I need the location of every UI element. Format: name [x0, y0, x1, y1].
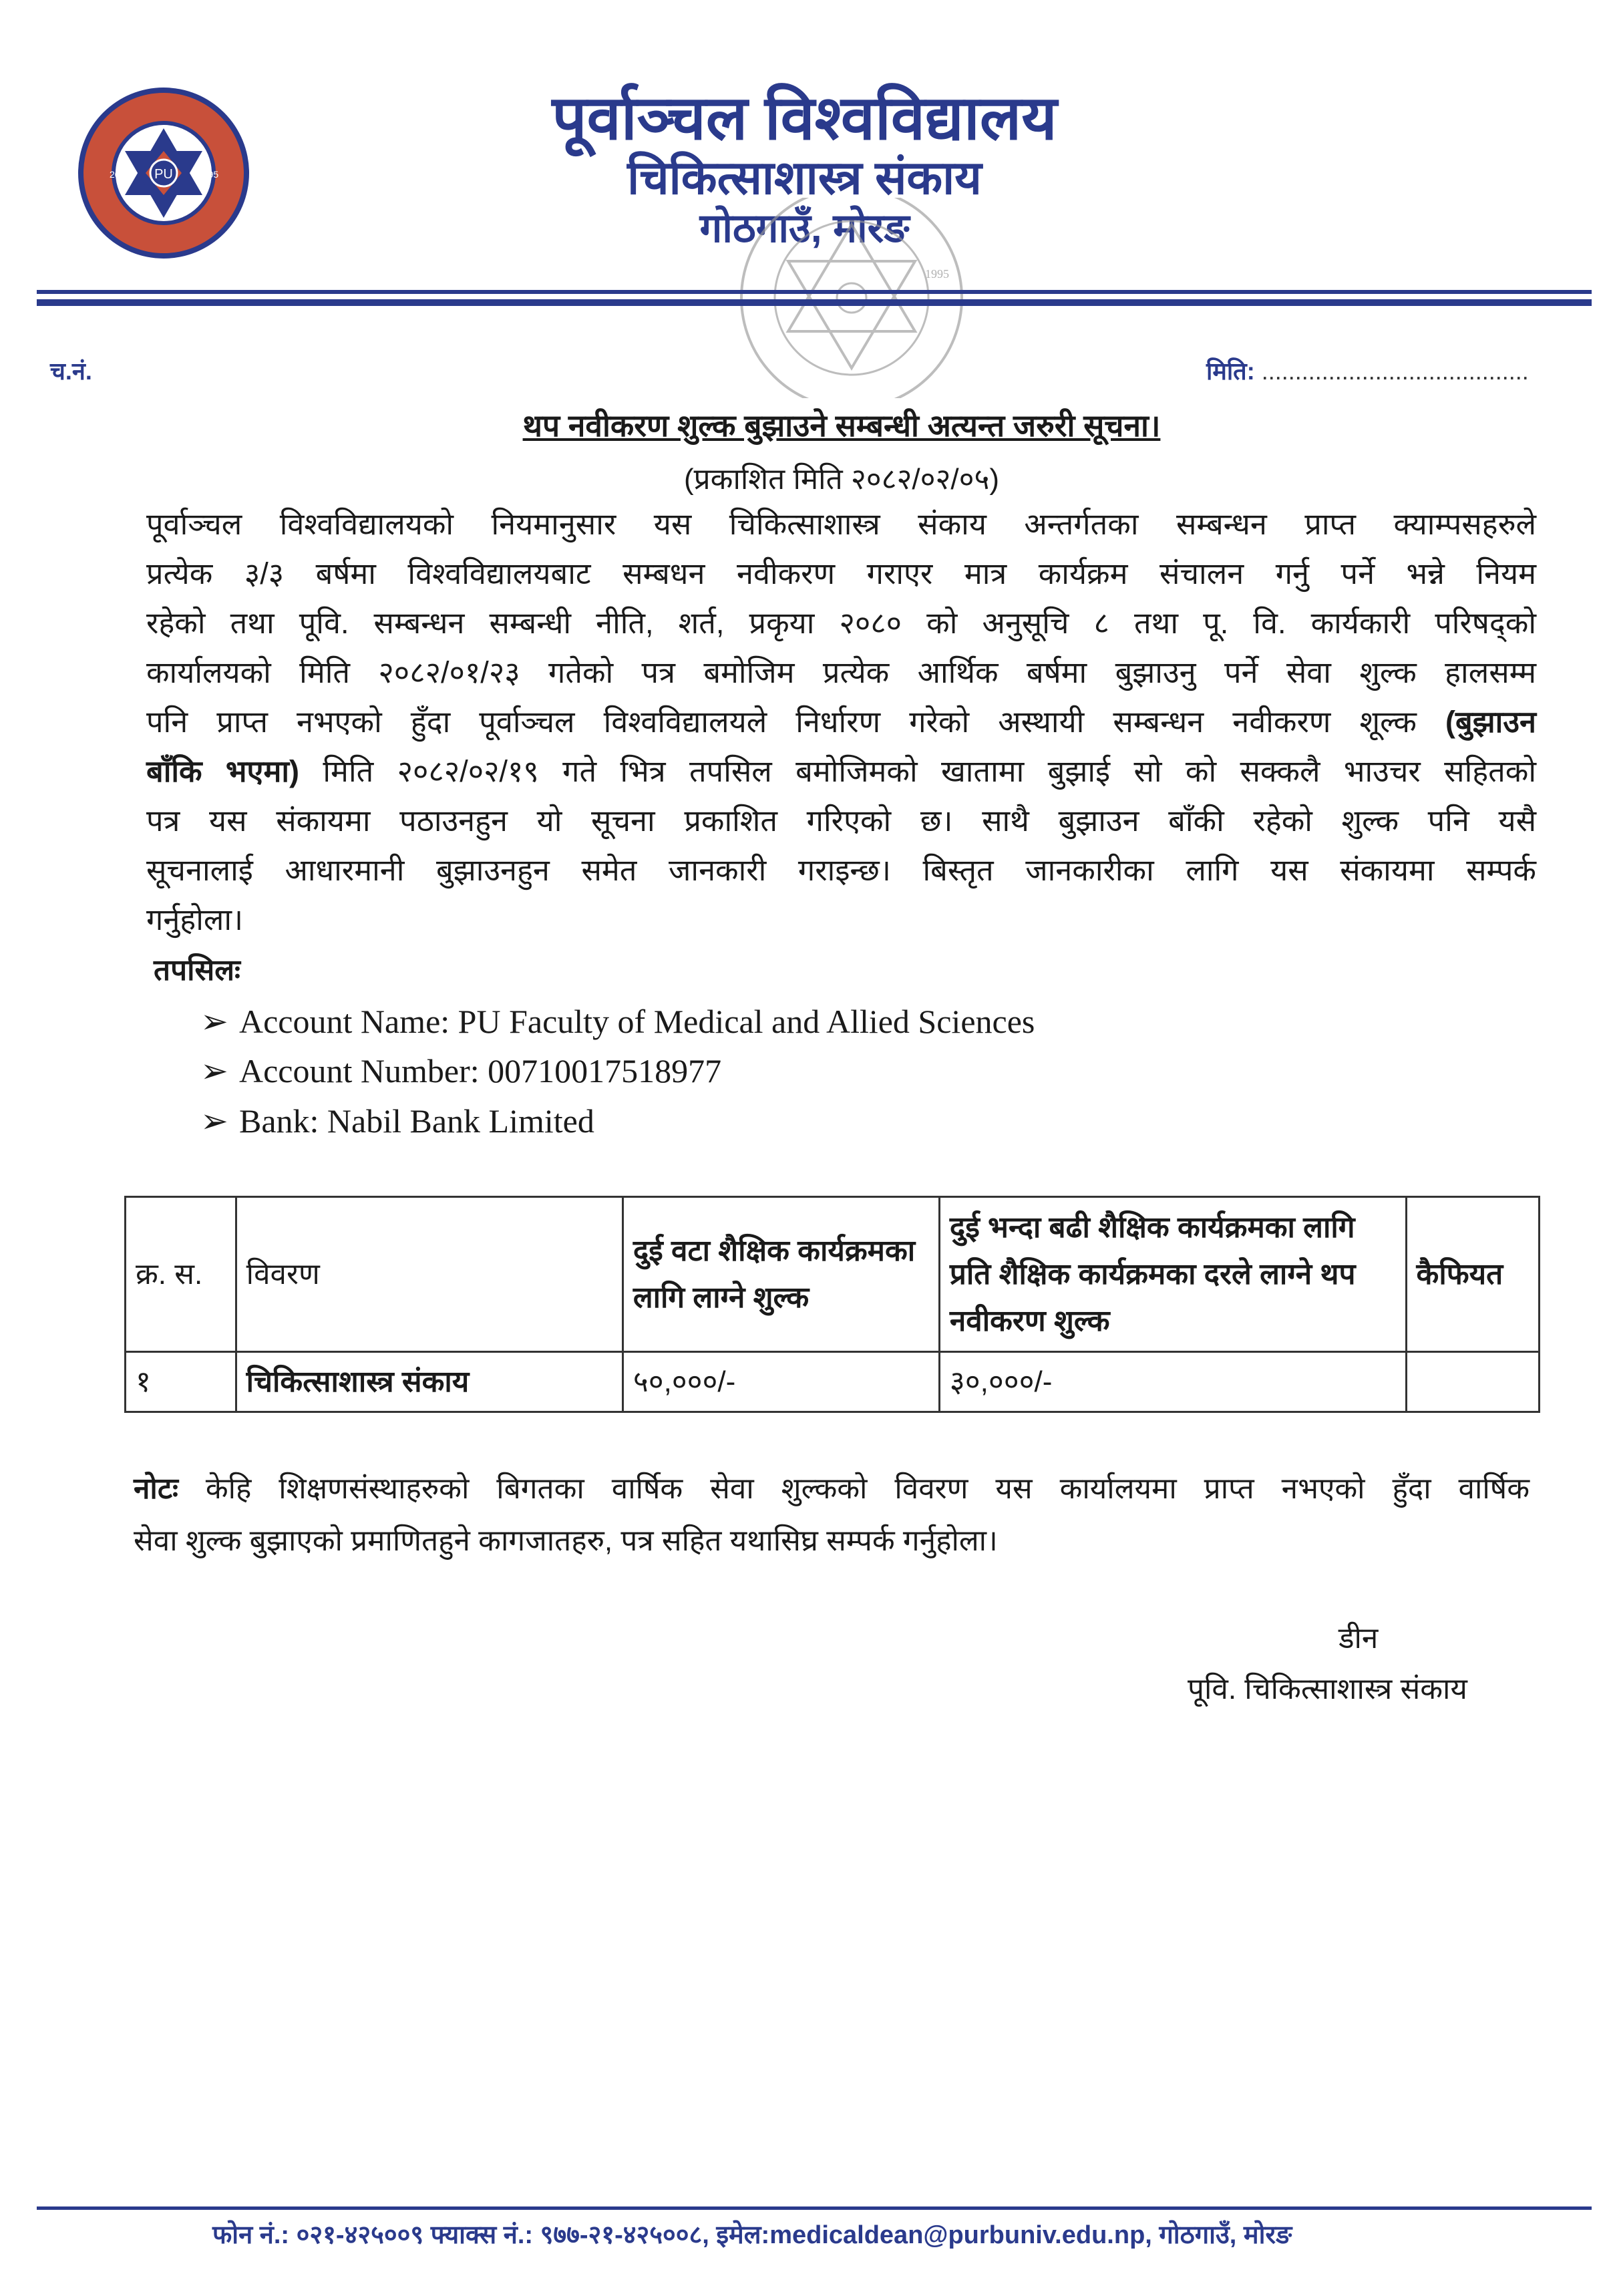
notice-body: [146, 500, 1536, 945]
body-line: पत्र यस संकायमा पठाउनहुन यो सूचना प्रकाशित गरिएको छ। साथै बुझाउन बाँकी रहेको शुल्क पनि यसै: [146, 804, 1536, 838]
signatory-office: पूवि. चिकित्साशास्त्र संकाय: [1188, 1673, 1467, 1705]
arrowhead-icon: ➢: [200, 1102, 228, 1140]
body-line: [146, 747, 1536, 796]
body-text: मिति २०८२/०२/१९ गते भित्र तपसिल बमोजिमको खातामा बुझाई सो को सक्कलै भाउचर सहितको: [323, 754, 1536, 788]
body-line: प्रत्येक ३/३ बर्षमा विश्वविद्यालयबाट सम्बधन नवीकरण गराएर मात्र कार्यक्रम संचालन गर्नु पर्ने भन्ने नियम: [146, 556, 1536, 591]
note: [134, 1463, 1530, 1567]
arrowhead-icon: ➢: [200, 1003, 228, 1040]
body-text: पनि प्राप्त नभएको हुँदा पूर्वाञ्चल विश्वविद्यालयले निर्धारण गरेको अस्थायी सम्बन्धन नवीकरण शूल्क: [146, 705, 1417, 739]
note-label: नोटः: [134, 1472, 178, 1505]
location: गोठगाउँ, मोरङ: [699, 206, 910, 251]
date-value: ........................................: [1261, 357, 1529, 385]
cell-two-program-fee: ५०,०००/-: [622, 1352, 939, 1412]
table-header-row: [126, 1197, 1540, 1352]
footer-contact: फोन नं.: ०२१-४२५००९ फ्याक्स नं.: ९७७-२१-४२५००८, इमेल:medicaldean@purbuniv.edu.np, गोठगाउँ, मोरङ: [212, 2221, 1292, 2249]
cell-serial: १: [126, 1352, 236, 1412]
account-name: Account Name: PU Faculty of Medical and Allied Sciences: [239, 1003, 1035, 1040]
faculty-name: चिकित्साशास्त्र संकाय: [627, 152, 982, 204]
body-line: कार्यालयको मिति २०८२/०१/२३ गतेको पत्र बमोजिम प्रत्येक आर्थिक बर्षमा बुझाउनु पर्ने सेवा शुल्क हालसम्म: [146, 655, 1536, 689]
table-row: [126, 1352, 1540, 1412]
svg-text:2052: 2052: [110, 169, 131, 180]
body-bold-text: बाँकि भएमा): [146, 754, 299, 788]
svg-text:1995: 1995: [198, 169, 219, 180]
header-two-program-fee: दुई वटा शैक्षिक कार्यक्रमका लागि लाग्ने शुल्क: [622, 1197, 939, 1352]
bank-name: Bank: Nabil Bank Limited: [239, 1102, 594, 1140]
body-line: [146, 697, 1536, 747]
bank-item: [200, 1102, 594, 1140]
account-number: Account Number: 00710017518977: [239, 1052, 722, 1090]
cell-description: चिकित्साशास्त्र संकाय: [236, 1352, 622, 1412]
arrowhead-icon: ➢: [200, 1052, 228, 1090]
fee-table: [124, 1196, 1540, 1413]
account-name-item: [200, 1002, 1035, 1041]
cell-remarks: [1406, 1352, 1539, 1412]
note-line-2: सेवा शुल्क बुझाएको प्रमाणितहुने कागजातहरु, पत्र सहित यथासिघ्र सम्पर्क गर्नुहोला।: [134, 1524, 998, 1557]
svg-text:1995: 1995: [925, 267, 949, 281]
date-label: मिति:: [1206, 357, 1255, 385]
header-description: विवरण: [236, 1197, 622, 1352]
date-field: [1206, 354, 1529, 387]
svg-text:PU: PU: [154, 167, 173, 182]
body-line: पूर्वाञ्चल विश्वविद्यालयको नियमानुसार यस चिकित्साशास्त्र संकाय अन्तर्गतका सम्बन्धन प्राप्त क्याम्पसहरुले: [146, 507, 1536, 541]
reference-number-label: च.नं.: [50, 357, 92, 385]
header-serial: क्र. स.: [126, 1197, 236, 1352]
footer-rule: [37, 2206, 1592, 2210]
header-additional-fee: दुई भन्दा बढी शैक्षिक कार्यक्रमका लागि प्रति शैक्षिक कार्यक्रमका दरले लाग्ने थप नवीकरण शुल्क: [939, 1197, 1406, 1352]
note-line-1: केहि शिक्षणसंस्थाहरुको बिगतका वार्षिक सेवा शुल्कको विवरण यस कार्यालयमा प्राप्त नभएको हुँदा वार्षिक: [205, 1472, 1530, 1505]
account-number-item: [200, 1051, 721, 1090]
body-bold-text: (बुझाउन: [1445, 705, 1536, 739]
body-line: सूचनालाई आधारमानी बुझाउनहुन समेत जानकारी गराइन्छ। बिस्तृत जानकारीका लागि यस संकायमा सम्पर्क: [146, 853, 1536, 887]
body-line: रहेको तथा पूवि. सम्बन्धन सम्बन्धी नीति, शर्त, प्रकृया २०८० को अनुसूचि ८ तथा पू. वि. कार्यकारी परिषद्को: [146, 606, 1536, 640]
cell-additional-fee: ३०,०००/-: [939, 1352, 1406, 1412]
body-line: गर्नुहोला।: [146, 903, 244, 937]
university-name: पूर्वाञ्चल विश्वविद्यालय: [552, 84, 1057, 152]
signatory-title: डीन: [1338, 1622, 1379, 1655]
header-remarks: कैफियत: [1406, 1197, 1539, 1352]
faculty-stamp: [738, 198, 965, 398]
details-label: तपसिलः: [154, 954, 240, 987]
header-rule-bottom: [37, 299, 1592, 306]
notice-title: थप नवीकरण शुल्क बुझाउने सम्बन्धी अत्यन्त जरुरी सूचना।: [522, 408, 1161, 443]
published-date: (प्रकाशित मिति २०८२/०२/०५): [683, 463, 1000, 496]
header-rule-top: [37, 290, 1592, 294]
